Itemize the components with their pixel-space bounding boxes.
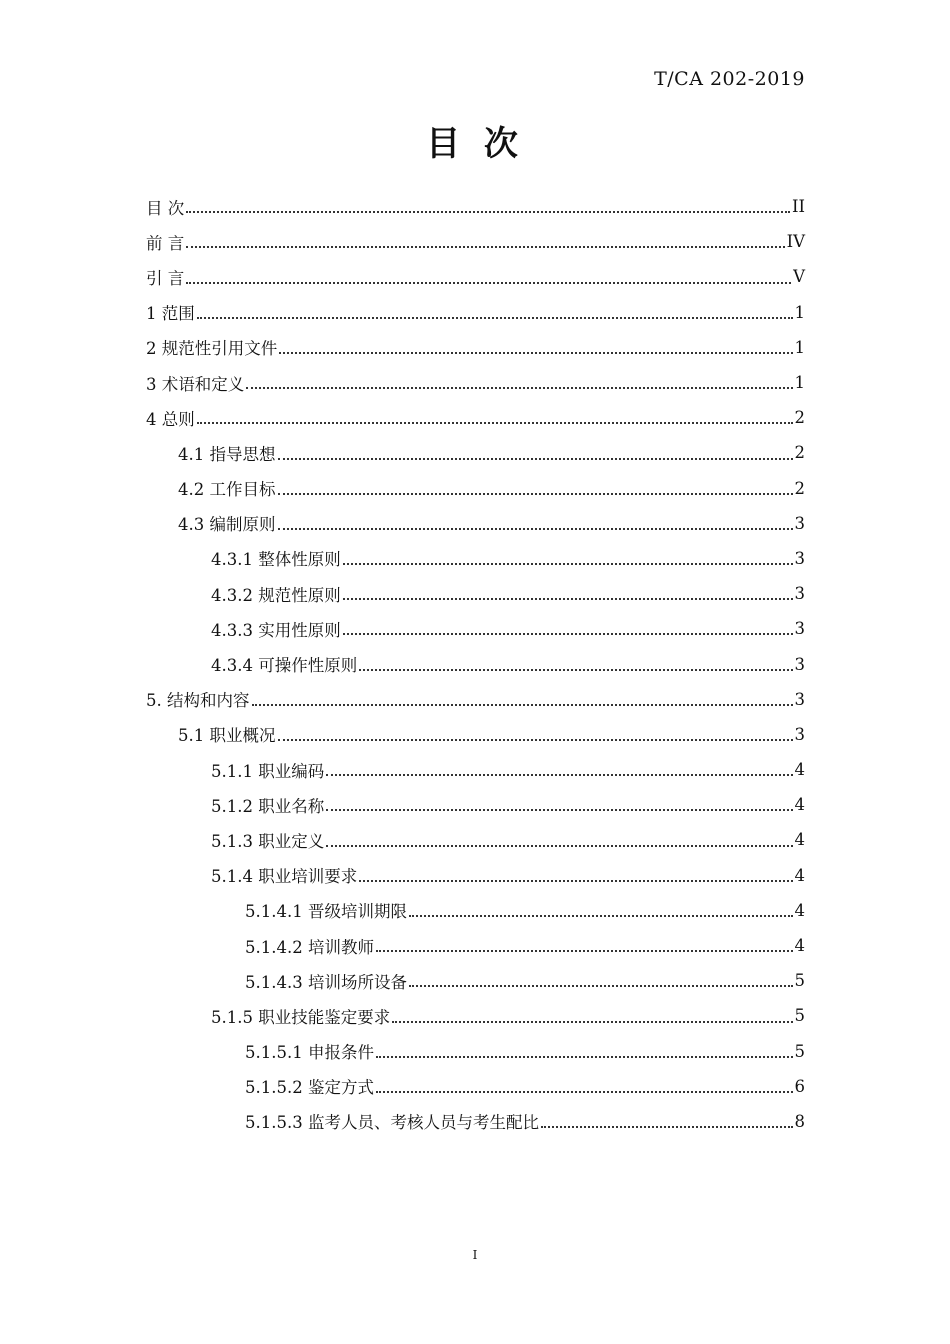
toc-entry-label: 5. 结构和内容 — [146, 691, 250, 711]
toc-entry-page: 3 — [794, 654, 805, 674]
toc-entry-label: 5.1.5.2 鉴定方式 — [245, 1078, 374, 1098]
toc-entry[interactable] — [146, 717, 805, 752]
toc-entry-page: 4 — [794, 900, 805, 920]
toc-dot-leader — [409, 984, 793, 987]
toc-dot-leader — [409, 914, 793, 917]
toc-entry[interactable] — [146, 787, 805, 822]
toc-dot-leader — [278, 492, 793, 495]
toc-entry-label: 4.3.1 整体性原则 — [211, 550, 341, 570]
toc-dot-leader — [279, 351, 792, 354]
toc-entry-page: 5 — [794, 1006, 805, 1026]
toc-entry[interactable] — [146, 963, 805, 998]
toc-dot-leader — [376, 1090, 793, 1093]
toc-entry-label: 5.1.3 职业定义 — [211, 831, 325, 851]
page-title: 目 次 — [426, 124, 524, 164]
toc-entry[interactable] — [146, 646, 805, 681]
toc-entry-page: II — [791, 197, 805, 217]
toc-dot-leader — [186, 210, 790, 213]
toc-dot-leader — [197, 316, 793, 319]
toc-entry-page: 5 — [794, 971, 805, 991]
toc-entry[interactable] — [146, 858, 805, 893]
toc-entry-label: 4.2 工作目标 — [178, 480, 276, 500]
toc-entry-label: 4.3.2 规范性原则 — [211, 585, 341, 605]
document-code: T/CA 202-2019 — [654, 68, 805, 90]
toc-entry[interactable] — [146, 541, 805, 576]
toc-entry-label: 5.1.2 职业名称 — [211, 796, 325, 816]
toc-dot-leader — [343, 632, 793, 635]
toc-dot-leader — [392, 1020, 792, 1023]
toc-entry-label: 4.3 编制原则 — [178, 515, 276, 535]
toc-dot-leader — [197, 421, 793, 424]
toc-dot-leader — [278, 738, 793, 741]
toc-dot-leader — [326, 844, 792, 847]
toc-entry[interactable] — [146, 330, 805, 365]
toc-entry-label: 5.1.1 职业编码 — [211, 761, 325, 781]
toc-dot-leader — [246, 386, 792, 389]
toc-entry[interactable] — [146, 576, 805, 611]
toc-entry[interactable] — [146, 435, 805, 470]
toc-entry-label: 5.1.5.3 监考人员、考核人员与考生配比 — [245, 1113, 539, 1133]
toc-entry-page: 5 — [794, 1041, 805, 1061]
toc-entry[interactable] — [146, 259, 805, 294]
toc-entry[interactable] — [146, 682, 805, 717]
toc-entry-page: 3 — [794, 548, 805, 568]
toc-entry-label: 4.1 指导思想 — [178, 444, 276, 464]
toc-entry[interactable] — [146, 1034, 805, 1069]
toc-dot-leader — [376, 949, 793, 952]
toc-dot-leader — [359, 879, 792, 882]
toc-entry[interactable] — [146, 998, 805, 1033]
toc-entry-label: 前 言 — [146, 233, 185, 253]
toc-dot-leader — [343, 562, 793, 565]
toc-dot-leader — [252, 703, 793, 706]
toc-entry[interactable] — [146, 400, 805, 435]
toc-entry-label: 5.1.4.2 培训教师 — [245, 937, 374, 957]
toc-entry-page: 3 — [794, 689, 805, 709]
toc-entry[interactable] — [146, 506, 805, 541]
toc-entry-page: V — [793, 267, 805, 287]
toc-entry[interactable] — [146, 752, 805, 787]
toc-dot-leader — [278, 527, 793, 530]
toc-entry-label: 5.1 职业概况 — [178, 726, 276, 746]
toc-dot-leader — [278, 457, 793, 460]
toc-entry[interactable] — [146, 295, 805, 330]
toc-entry-page: 3 — [794, 724, 805, 744]
toc-entry-page: 8 — [794, 1111, 805, 1131]
toc-entry-page: 6 — [794, 1076, 805, 1096]
toc-entry-label: 目 次 — [146, 198, 185, 218]
toc-entry-label: 5.1.5 职业技能鉴定要求 — [211, 1007, 391, 1027]
toc-entry-page: 2 — [794, 478, 805, 498]
toc-entry-page: 4 — [794, 865, 805, 885]
toc-entry-page: 4 — [794, 795, 805, 815]
toc-entry-page: 4 — [794, 830, 805, 850]
toc-dot-leader — [186, 245, 784, 248]
toc-dot-leader — [343, 597, 793, 600]
toc-entry-label: 2 规范性引用文件 — [146, 339, 278, 359]
toc-dot-leader — [326, 773, 792, 776]
toc-entry-label: 4 总则 — [146, 409, 195, 429]
toc-entry-page: 1 — [794, 302, 805, 322]
toc-entry-page: 3 — [794, 619, 805, 639]
toc-entry-label: 4.3.4 可操作性原则 — [211, 656, 358, 676]
toc-entry[interactable] — [146, 928, 805, 963]
toc-entry-page: 1 — [794, 337, 805, 357]
toc-entry[interactable] — [146, 1069, 805, 1104]
toc-entry-page: 2 — [794, 408, 805, 428]
toc-entry-label: 1 范围 — [146, 304, 195, 324]
toc-entry-label: 5.1.5.1 申报条件 — [245, 1043, 374, 1063]
toc-dot-leader — [186, 281, 791, 284]
toc-entry[interactable] — [146, 365, 805, 400]
toc-entry-page: 3 — [794, 584, 805, 604]
toc-entry[interactable] — [146, 822, 805, 857]
toc-entry[interactable] — [146, 893, 805, 928]
toc-dot-leader — [541, 1125, 793, 1128]
toc-dot-leader — [326, 808, 792, 811]
toc-entry-label: 3 术语和定义 — [146, 374, 245, 394]
toc-dot-leader — [376, 1055, 793, 1058]
toc-entry[interactable] — [146, 611, 805, 646]
toc-entry[interactable] — [146, 224, 805, 259]
toc-entry-label: 5.1.4.1 晋级培训期限 — [245, 902, 407, 922]
toc-dot-leader — [359, 668, 792, 671]
toc-entry-label: 5.1.4.3 培训场所设备 — [245, 972, 407, 992]
toc-entry[interactable] — [146, 471, 805, 506]
toc-entry-label: 4.3.3 实用性原则 — [211, 620, 341, 640]
toc-entry[interactable] — [146, 189, 805, 224]
page-number: I — [472, 1248, 478, 1262]
toc-entry-page: 3 — [794, 513, 805, 533]
toc-entry-page: 2 — [794, 443, 805, 463]
table-of-contents — [146, 189, 805, 1139]
toc-entry-label: 5.1.4 职业培训要求 — [211, 867, 358, 887]
toc-entry[interactable] — [146, 1104, 805, 1139]
toc-entry-page: IV — [786, 232, 805, 252]
toc-entry-label: 引 言 — [146, 268, 185, 288]
toc-entry-page: 4 — [794, 936, 805, 956]
toc-entry-page: 4 — [794, 760, 805, 780]
toc-entry-page: 1 — [794, 373, 805, 393]
